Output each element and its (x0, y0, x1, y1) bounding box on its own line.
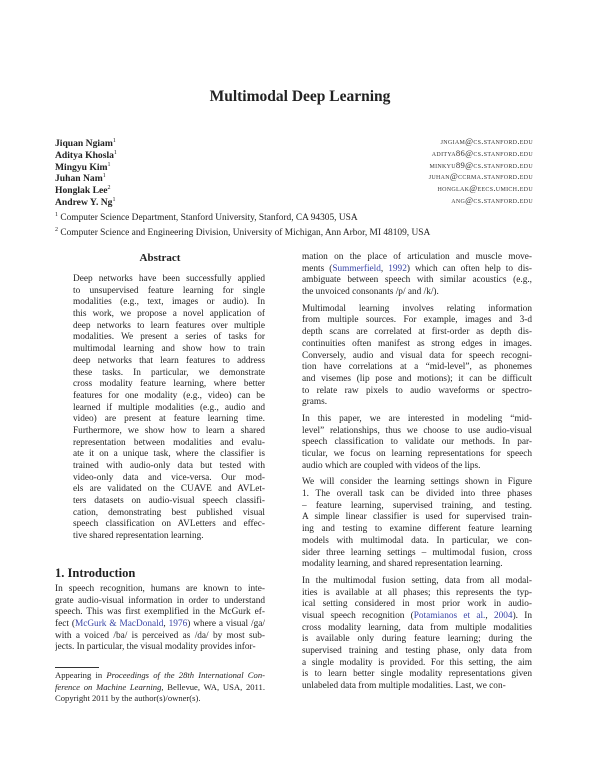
text-segment: ). In (512, 610, 532, 621)
text-line (73, 368, 265, 380)
paragraph (302, 304, 532, 409)
text-line (73, 438, 265, 450)
text-line (73, 274, 265, 286)
text-segment: Appearing in (55, 670, 107, 680)
author-name: Juhan Nam (55, 173, 103, 185)
text-line (302, 264, 532, 276)
text-line (73, 508, 265, 520)
text-line (55, 584, 265, 596)
introduction-body (55, 584, 265, 659)
text-line (302, 449, 532, 461)
text-segment: deep networks that learn features to address (73, 355, 265, 366)
paragraph (302, 414, 532, 472)
text-line (73, 297, 265, 309)
text-segment: In the multimodal fusion setting, data from all modal- (302, 575, 532, 586)
text-segment: learned if multiple modalities (e.g., audio and (73, 402, 265, 413)
text-line (302, 681, 532, 693)
text-line (73, 344, 265, 356)
text-segment: grate audio-visual information in order to understand (55, 595, 265, 606)
text-line (73, 473, 265, 485)
text-segment: cation, demonstrating best published visual (73, 507, 265, 518)
affiliation-mark: 1 (112, 138, 116, 144)
text-line (55, 619, 265, 631)
citation-link[interactable]: Potamianos et al. (413, 610, 486, 621)
text-line (55, 682, 265, 694)
paragraph (55, 670, 265, 705)
text-line (55, 607, 265, 619)
text-segment: ) which can often help to dis- (406, 263, 532, 274)
text-segment: from multiple sources. For example, images and 3-d (302, 315, 532, 326)
text-line (302, 501, 532, 513)
author-name: Mingyu Kim (55, 161, 108, 173)
text-line (73, 484, 265, 496)
citation-link[interactable]: 1976 (168, 619, 188, 630)
text-line (302, 477, 532, 489)
author-name: Jiquan Ngiam (55, 138, 113, 150)
text-segment: Deep networks have been successfully applied (73, 274, 265, 284)
text-segment: tive shared representation learning. (73, 531, 204, 542)
text-segment: a single modality is provided. For this setting, the aim (302, 657, 532, 668)
citation-link[interactable]: Summerfield (332, 263, 381, 274)
text-line (73, 332, 265, 344)
author-email[interactable]: ang@cs.stanford.edu (451, 194, 533, 205)
text-segment: We will consider the learning settings shown in Figure (302, 477, 532, 488)
author-row (55, 136, 533, 148)
text-segment: 1. The overall task can be divided into three phases (302, 489, 532, 500)
paper-title: Multimodal Deep Learning (209, 88, 391, 105)
text-line (302, 437, 532, 449)
text-segment: audio which are coupled with videos of the lips. (302, 460, 481, 471)
text-segment: deep networks to learn features over multiple (73, 320, 265, 331)
author-name: Andrew Y. Ng (55, 197, 113, 209)
author-row (55, 160, 533, 172)
text-line (73, 309, 265, 321)
text-segment: modalities (e.g., text, images or audio). In (73, 297, 265, 308)
text-line (302, 374, 532, 386)
text-line (73, 414, 265, 426)
text-segment: modality learning, and shared representation learning. (302, 559, 503, 570)
text-line (302, 658, 532, 670)
text-segment: els are validated on the CUAVE and AVLet- (73, 484, 265, 495)
text-segment: mation on the place of articulation and muscle move- (302, 252, 532, 262)
paragraph (302, 477, 532, 571)
text-segment: is to learn better single modality representations given (302, 669, 532, 680)
affiliation-mark: 2 (107, 185, 111, 192)
text-segment: , Bellevue, WA, USA, 2011. (161, 681, 265, 692)
affiliation: $^1$ Computer Science Department, Stanford University, Stanford, CA 94305, USA (55, 212, 358, 224)
text-line (302, 397, 532, 409)
text-line (73, 403, 265, 415)
text-segment: jects. In particular, the visual modality provides infor- (55, 642, 256, 653)
text-segment: ticular, we focus on learning representations for speech (302, 449, 532, 459)
text-segment: models with multimodal data. In particular, we con- (302, 535, 532, 546)
citation-link[interactable]: 2004 (493, 610, 513, 621)
footnote (55, 670, 265, 710)
text-segment: , (485, 610, 494, 621)
text-line (55, 670, 265, 682)
text-segment: to relate raw pixels to audio waveforms or spectro- (302, 385, 532, 396)
text-segment: this work, we propose a novel application of (73, 309, 265, 320)
text-line (302, 623, 532, 635)
text-line (302, 646, 532, 658)
text-segment: Conversely, audio and visual data for speech recogni- (302, 350, 532, 361)
text-line (302, 327, 532, 339)
text-line (55, 642, 265, 654)
text-segment: ical setting considered in most prior work in audio- (302, 599, 532, 610)
right-column-body (302, 252, 532, 698)
text-segment: , (163, 619, 169, 630)
text-line (302, 512, 532, 524)
text-segment: cross modality learning, data from multiple modalities (302, 622, 532, 633)
text-line (73, 519, 265, 531)
affiliation-mark: 1 (107, 161, 111, 168)
text-line (55, 693, 265, 705)
text-segment: features for one modality (e.g., video) can be (73, 390, 265, 401)
text-line (302, 275, 532, 287)
text-line (302, 669, 532, 681)
text-line (302, 252, 532, 264)
text-segment: video-only data and vice-versa. Our mod- (73, 472, 265, 483)
author-email[interactable]: jngiam@cs.stanford.edu (440, 136, 533, 146)
text-segment: In this paper, we are interested in modeling “mid- (302, 413, 532, 424)
italic-text: ference on Machine Learning (55, 681, 162, 692)
text-segment: the unvoiced consonants /p/ and /k/). (302, 287, 439, 298)
text-segment: is available only during feature learning; during the (302, 634, 532, 645)
text-segment: grams. (302, 397, 328, 408)
text-line (302, 559, 532, 571)
text-line (302, 634, 532, 646)
text-line (302, 362, 532, 374)
text-segment: supervised training and testing phase, only data from (302, 646, 532, 656)
text-segment: depth scans are correlated at first-order as depth dis- (302, 327, 532, 338)
text-segment: continuities often manifest as strong edges in images. (302, 338, 532, 349)
text-segment: ments ( (302, 263, 333, 274)
text-segment: ) where a visual /ga/ (187, 619, 265, 630)
text-segment: with a voiced /ba/ is perceived as /da/ by most sub- (55, 630, 265, 641)
author-row (55, 148, 533, 160)
text-segment: , (380, 263, 389, 274)
text-line (302, 351, 532, 363)
text-segment: – feature learning, supervised training, and testing. (302, 500, 532, 511)
text-segment: speech classification to validate our methods. In par- (302, 437, 532, 448)
text-line (73, 391, 265, 403)
text-line (73, 461, 265, 473)
text-line (73, 356, 265, 368)
author-row (55, 183, 533, 195)
text-segment: A simple linear classifier is used for supervised train- (302, 512, 532, 523)
text-segment: ities is available at all phases; this represents the typ- (302, 587, 532, 598)
text-segment: In speech recognition, humans are known to inte- (55, 584, 265, 594)
affiliation-mark: 1 (112, 196, 116, 203)
text-line (302, 524, 532, 536)
text-line (302, 414, 532, 426)
text-segment: unlabeled data from multiple modalities. Last, we con- (302, 681, 506, 692)
text-segment: and visemes (lip pose and motions); it can be difficult (302, 373, 532, 384)
abstract-body (73, 274, 265, 548)
text-line (302, 386, 532, 398)
text-segment: speech. This was first exemplified in the McGurk ef- (55, 607, 265, 618)
italic-text: Proceedings of the 28th International Con- (106, 670, 265, 680)
text-line (302, 315, 532, 327)
author-name: Honglak Lee (55, 185, 108, 197)
author-row (55, 171, 533, 183)
section-heading-introduction: 1. Introduction (55, 566, 136, 580)
text-segment: ambiguate between speech with similar acoustics (e.g., (302, 275, 532, 286)
text-line (302, 304, 532, 316)
text-line (302, 576, 532, 588)
paragraph (55, 584, 265, 654)
text-line (302, 548, 532, 560)
paragraph (302, 252, 532, 299)
text-segment: speech classification on AVLetters and effec- (73, 519, 265, 530)
text-line (73, 449, 265, 461)
text-line (302, 599, 532, 611)
citation-link[interactable]: 1992 (388, 263, 407, 274)
author-list (55, 136, 533, 207)
text-line (73, 321, 265, 333)
author-email[interactable]: juhan@ccrma.stanford.edu (428, 171, 533, 182)
text-segment: ate it on a unique task, where the classifier is (73, 449, 265, 460)
text-segment: cross modality feature learning, where better (73, 379, 265, 390)
text-segment: Furthermore, we show how to learn a shared (73, 425, 265, 436)
author-email[interactable]: honglak@eecs.umich.edu (437, 183, 533, 194)
text-segment: fect ( (55, 619, 75, 630)
paragraph (302, 576, 532, 693)
text-segment: trained with audio-only data but tested with (73, 461, 265, 471)
text-segment: visual speech recognition ( (302, 610, 414, 621)
text-segment: level” relationships, thus we choose to use audio-visual (302, 425, 532, 436)
text-line (73, 531, 265, 543)
author-email[interactable]: minkyu89@cs.stanford.edu (429, 159, 533, 170)
text-line (73, 496, 265, 508)
text-segment: tion have correlations at a “mid-level”, as phonemes (302, 362, 532, 373)
text-line (302, 611, 532, 623)
text-segment: representation between modalities and evalu- (73, 437, 265, 448)
text-line (73, 286, 265, 298)
text-line (302, 461, 532, 473)
text-line (302, 287, 532, 299)
affiliations (55, 209, 430, 239)
affiliation-mark: 1 (113, 149, 117, 156)
text-segment: modalities. We present a series of tasks for (73, 332, 265, 343)
text-line (55, 631, 265, 643)
affiliation: $^2$ Computer Science and Engineering Division, University of Michigan, Ann Arbor, MI 48109, USA (55, 227, 431, 239)
citation-link[interactable]: McGurk & MacDonald (74, 619, 164, 630)
text-segment: sider three learning settings – multimodal fusion, cross (302, 547, 532, 558)
paragraph (73, 274, 265, 543)
abstract-heading: Abstract (139, 252, 181, 264)
author-email[interactable]: aditya86@cs.stanford.edu (431, 147, 533, 158)
text-line (302, 426, 532, 438)
text-line (73, 426, 265, 438)
text-line (302, 536, 532, 548)
text-segment: video) are present at feature learning time. (73, 414, 265, 425)
affiliation-mark: 1 (102, 173, 106, 180)
author-name: Aditya Khosla (55, 149, 114, 161)
text-segment: multimodal learning and show how to train (73, 344, 265, 355)
text-line (302, 588, 532, 600)
text-segment: ing and testing to examine different feature learning (302, 524, 532, 535)
text-segment: Copyright 2011 by the author(s)/owner(s). (55, 693, 201, 703)
text-line (302, 489, 532, 501)
text-segment: Multimodal learning involves relating information (302, 303, 532, 314)
text-line (302, 339, 532, 351)
text-segment: to unsupervised feature learning for single (73, 285, 265, 296)
text-segment: ters datasets on audio-visual speech classifi- (73, 496, 265, 507)
text-line (55, 596, 265, 608)
footnote-rule (55, 667, 99, 668)
text-line (73, 379, 265, 391)
author-row (55, 195, 533, 207)
text-segment: these tasks. In particular, we demonstrate (73, 367, 265, 378)
